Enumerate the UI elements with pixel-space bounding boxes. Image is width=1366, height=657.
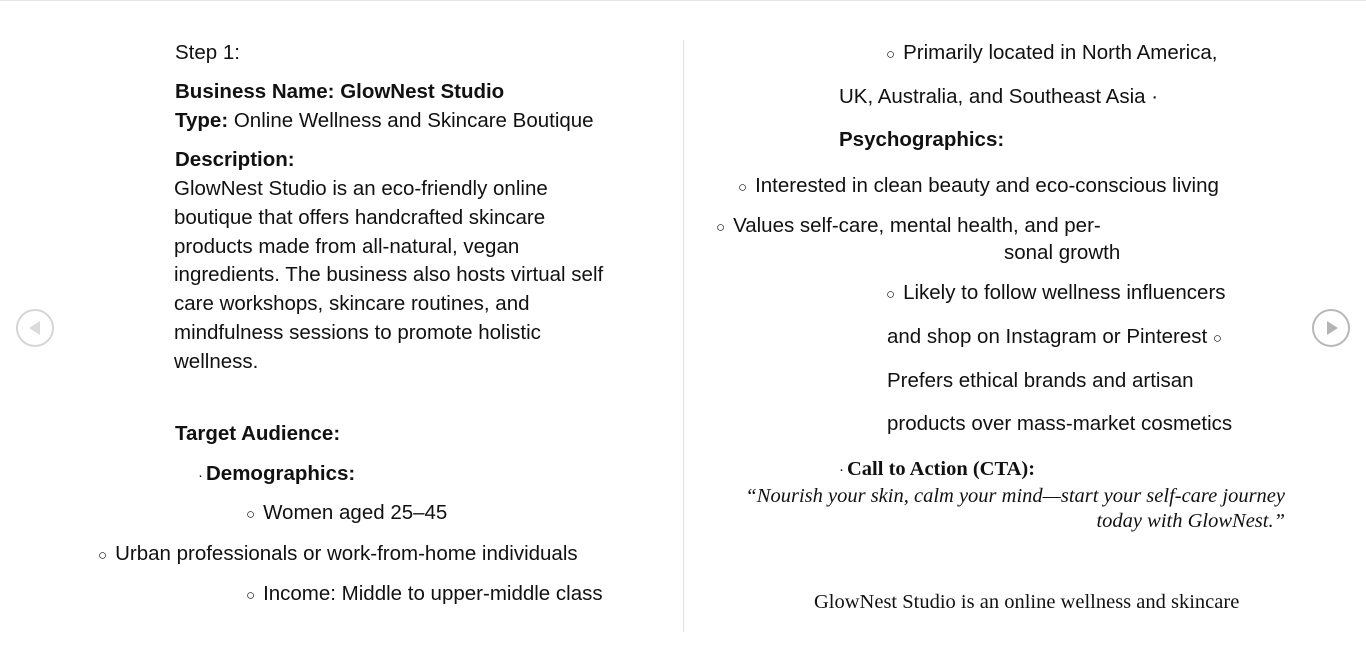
list-item-text: and shop on Instagram or Pinterest — [887, 325, 1208, 348]
list-item — [738, 174, 1219, 200]
list-item-text: Income: Middle to upper-middle class — [263, 582, 603, 605]
demographics-heading — [198, 462, 355, 488]
type-label: Type: — [175, 109, 229, 132]
cta-heading — [839, 457, 1035, 483]
chevron-left-icon — [29, 321, 40, 335]
description-paragraph — [174, 175, 654, 377]
bullet-icon: ○ — [1212, 330, 1222, 347]
target-audience-label: Target Audience: — [175, 422, 341, 445]
list-item-text: Urban professionals or work-from-home individuals — [115, 542, 578, 565]
psychographics-label: Psychographics: — [839, 128, 1005, 151]
list-item-text: Prefers ethical brands and artisan — [887, 369, 1194, 392]
list-item — [886, 281, 1226, 307]
list-item-text: Primarily located in North America, — [903, 41, 1218, 64]
type-value: Online Wellness and Skincare Boutique — [233, 109, 594, 132]
list-item-continuation — [887, 325, 1230, 351]
description-line: GlowNest Studio is an eco-friendly online — [174, 177, 548, 200]
list-item — [246, 582, 603, 608]
list-item — [886, 41, 1218, 67]
list-item-continuation: products over mass-market cosmetics — [887, 412, 1233, 435]
list-item-text: Values self-care, mental health, and per- — [733, 214, 1101, 237]
list-item — [716, 214, 1101, 240]
middot-icon: · — [839, 463, 844, 479]
description-line: care workshops, skincare routines, and — [174, 292, 530, 316]
bullet-icon: ○ — [738, 179, 748, 196]
business-name: Business Name: GlowNest Studio — [175, 80, 505, 103]
description-line: mindfulness sessions to promote holistic — [174, 320, 541, 344]
bullet-icon: ○ — [246, 506, 256, 523]
description-label: Description: — [175, 148, 295, 171]
list-item-text: Interested in clean beauty and eco-conscious living — [755, 174, 1219, 197]
bullet-icon: ○ — [716, 219, 726, 236]
cta-label: Call to Action (CTA): — [847, 458, 1036, 480]
bullet-icon: ○ — [886, 46, 896, 63]
bullet-icon: ○ — [886, 286, 896, 303]
closing-line: GlowNest Studio is an online wellness and skincare — [814, 591, 1240, 613]
top-border — [0, 0, 1366, 1]
cta-quote: “Nourish your skin, calm your mind—start your self-care journey today with GlowNest.” — [745, 485, 1285, 532]
step-heading: Step 1: — [175, 41, 240, 64]
list-item — [98, 542, 578, 568]
list-item-text: Women aged 25–45 — [263, 501, 448, 524]
description-line: ingredients. The business also hosts virtual self — [174, 263, 604, 287]
list-item-continuation: sonal growth — [1004, 241, 1121, 264]
list-item-text: Likely to follow wellness influencers — [903, 281, 1226, 304]
business-type — [175, 109, 594, 133]
description-line: products made from all-natural, vegan — [174, 234, 520, 258]
description-line: wellness. — [174, 349, 259, 373]
demographics-label: Demographics: — [206, 462, 356, 485]
bullet-icon: ○ — [98, 547, 108, 564]
chevron-right-icon — [1327, 321, 1338, 335]
page-divider — [683, 40, 684, 632]
description-line: boutique that offers handcrafted skincare — [174, 205, 546, 229]
bullet-icon: ○ — [246, 587, 256, 604]
next-page-button[interactable] — [1312, 309, 1350, 347]
location-continuation: UK, Australia, and Southeast Asia · — [839, 85, 1159, 108]
list-item — [246, 501, 447, 527]
prev-page-button[interactable] — [16, 309, 54, 347]
middot-icon: · — [198, 467, 203, 484]
